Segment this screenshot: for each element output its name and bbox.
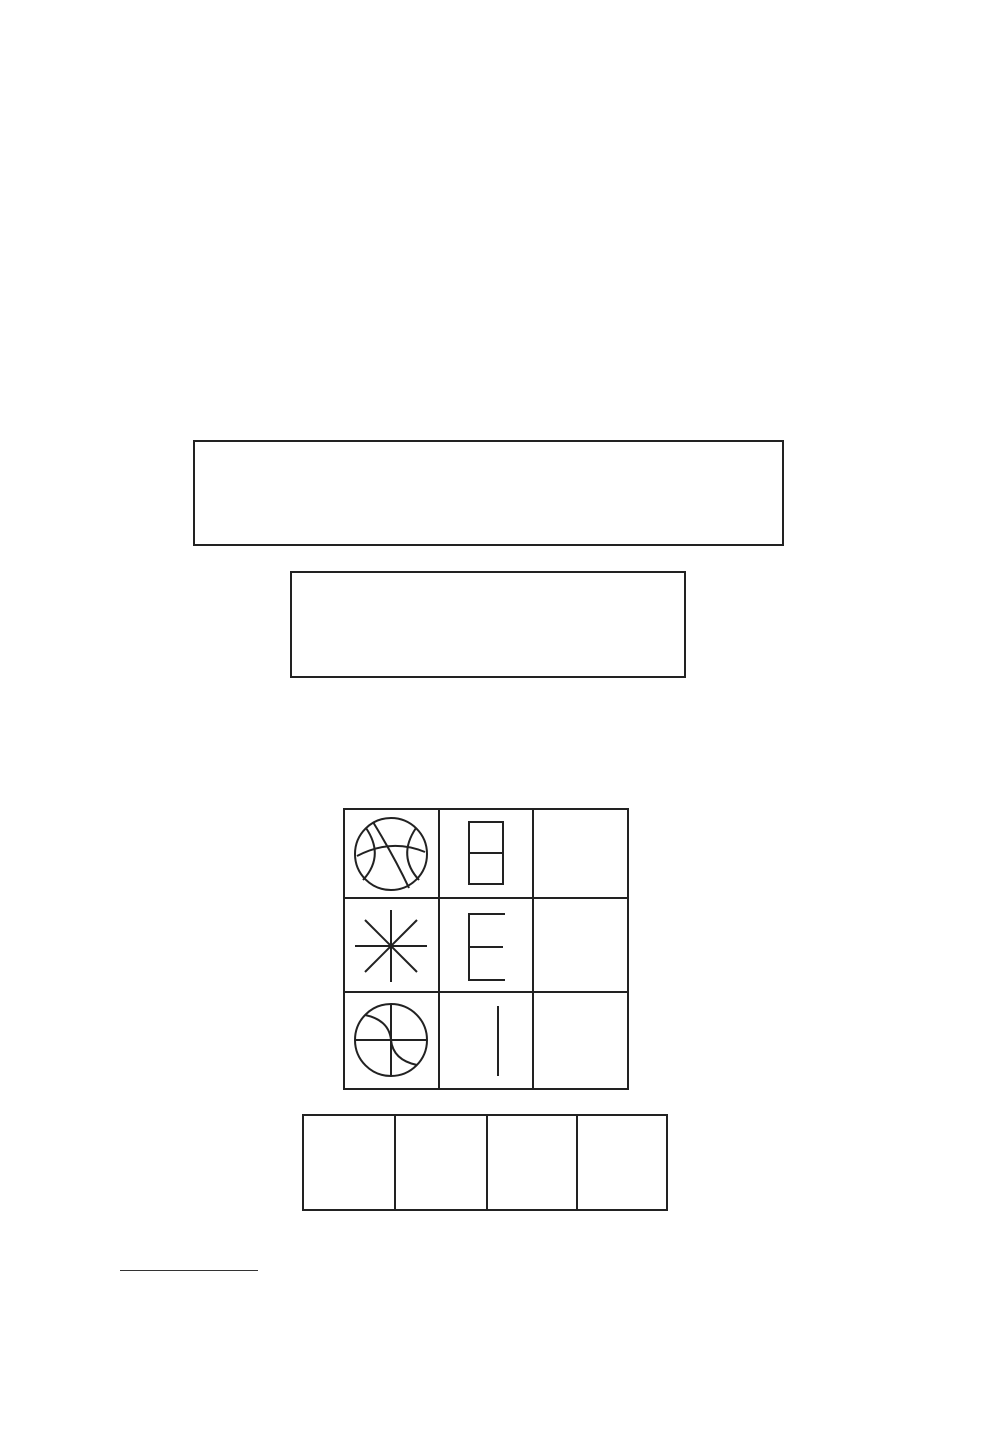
question-1-text	[120, 355, 880, 395]
asterisk-icon	[355, 910, 427, 982]
crossed-circle-icon	[355, 1004, 427, 1076]
divided-rectangle-icon	[469, 822, 503, 884]
question-2-text	[120, 722, 880, 762]
basketball-icon	[355, 818, 427, 890]
question-2-grid	[343, 808, 631, 1092]
question-1-sequence	[193, 440, 785, 548]
footnote-divider	[120, 1270, 258, 1271]
question-2-options[interactable]	[302, 1114, 670, 1214]
question-1-options[interactable]	[290, 571, 688, 681]
letter-e-icon	[469, 914, 505, 980]
section-title	[0, 155, 1000, 190]
